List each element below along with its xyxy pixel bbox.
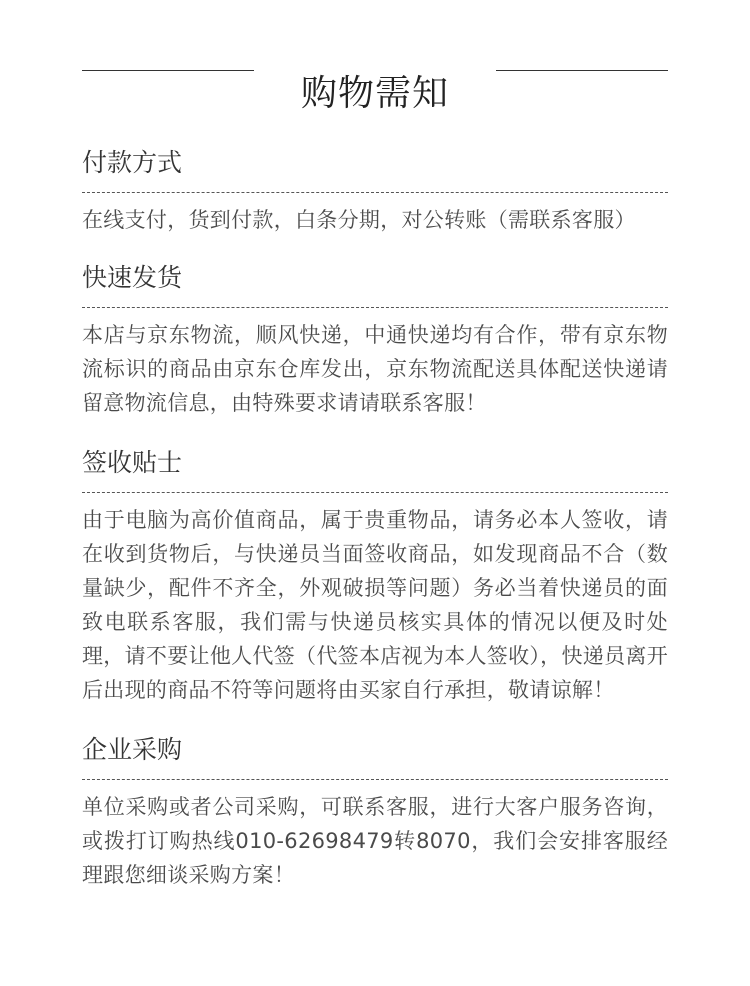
dashed-divider: [82, 779, 668, 780]
section-fast-shipping: [82, 255, 668, 420]
section-body-signing: 由于电脑为高价值商品，属于贵重物品，请务必本人签收，请在收到货物后，与快递员当面签收商品，如发现商品不合（数量缺少，配件不齐全，外观破损等问题）务必当着快递员的面致电联系客服，我们需与快递员核实具体的情况以便及时处理，请不要让他人代签（代签本店视为本人签收），快递员离开后出现的商品不符等问题将由买家自行承担，敬请谅解！: [82, 508, 668, 702]
section-body-shipping: 本店与京东物流，顺风快递，中通快递均有合作，带有京东物流标识的商品由京东仓库发出，京东物流配送具体配送快递请留意物流信息，由特殊要求请请联系客服！: [82, 323, 668, 415]
dashed-divider: [82, 307, 668, 308]
section-signing-tips: [82, 440, 668, 707]
section-body-payment: 在线支付，货到付款，白条分期，对公转账（需联系客服）: [82, 208, 636, 232]
page-title: 购物需知: [300, 73, 449, 115]
section-payment-methods: [82, 140, 668, 237]
section-title-signing: 签收贴士: [82, 448, 183, 477]
section-enterprise-purchase: [82, 727, 668, 892]
section-title-shipping: 快速发货: [82, 263, 183, 292]
section-title-payment: 付款方式: [82, 148, 183, 177]
section-body-enterprise: 单位采购或者公司采购，可联系客服，进行大客户服务咨询，或拨打订购热线010-62698479转8070，我们会安排客服经理跟您细谈采购方案！: [82, 795, 668, 887]
section-title-enterprise: 企业采购: [82, 735, 183, 764]
dashed-divider: [82, 492, 668, 493]
header-rule-right: [496, 70, 668, 71]
dashed-divider: [82, 192, 668, 193]
page-header: [82, 0, 668, 140]
